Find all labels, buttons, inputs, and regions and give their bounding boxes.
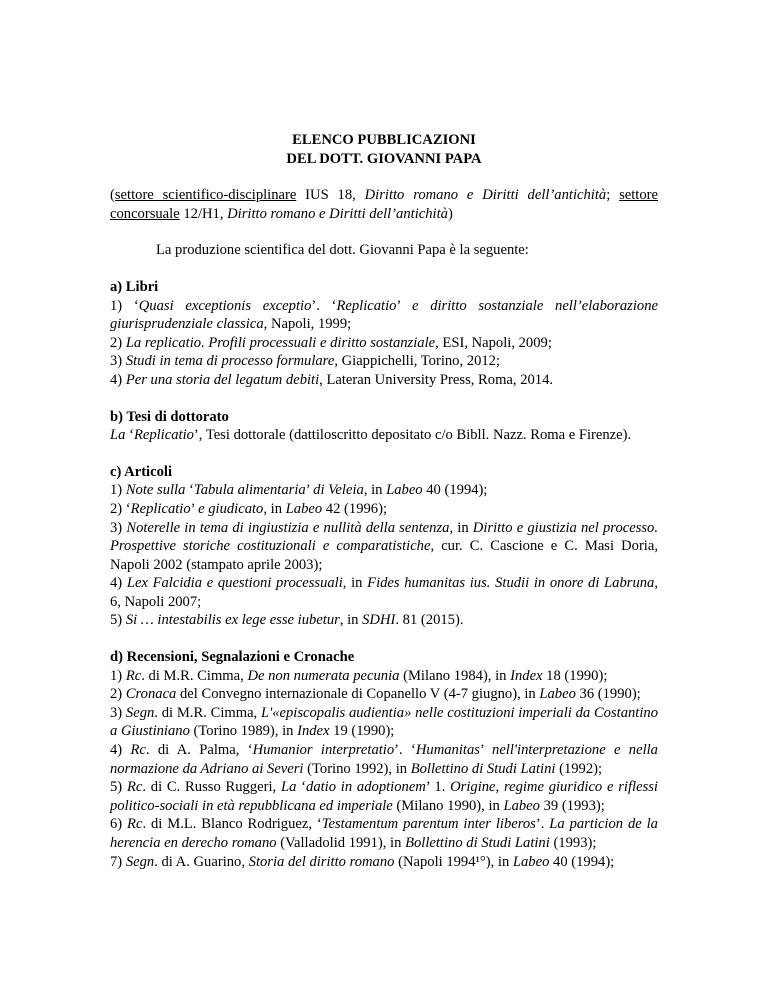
publication-list — [110, 131, 658, 871]
libri-item-3: 3) Studi in tema di processo formulare, Giappichelli, Torino, 2012; — [110, 353, 501, 370]
sector-note — [110, 186, 658, 223]
recensioni-item-4: 4) Rc. di A. Palma, ‘Humanior interpretatio’. ‘Humanitas’ nell'interpretazione e nella normazione da Adriano ai Severi (Torino 1992), in Bollettino di Studi Latini (1992); — [110, 742, 658, 777]
document-title-line2: DEL DOTT. GIOVANNI PAPA — [286, 150, 482, 167]
articoli-item-4: 4) Lex Falcidia e questioni processuali, in Fides humanitas ius. Studii in onore di Labruna, 6, Napoli 2007; — [110, 575, 658, 610]
ssd-code: IUS 18, — [296, 187, 365, 204]
section-heading-libri: a) Libri — [110, 278, 159, 295]
section-libri — [110, 278, 658, 390]
sector-sep: ; — [606, 187, 620, 204]
conc-code: 12/H1, — [179, 205, 228, 222]
recensioni-item-6: 6) Rc. di M.L. Blanco Rodriguez, ‘Testamentum parentum inter liberos’. La particion de la herencia en derecho romano (Valladolid 1991), in Bollettino di Studi Latini (1993); — [110, 816, 658, 851]
articoli-item-3: 3) Noterelle in tema di ingiustizia e nullità della sentenza, in Diritto e giustizia nel processo. Prospettive storiche costituzionali e comparatistiche, cur. C. Cascione e C. Masi Doria, Napoli 2002 (stampato aprile 2003); — [110, 519, 659, 573]
section-heading-tesi: b) Tesi di dottorato — [110, 408, 229, 425]
conc-label-a: settore — [619, 187, 658, 204]
section-articoli — [110, 463, 658, 630]
libri-item-4: 4) Per una storia del legatum debiti, Lateran University Press, Roma, 2014. — [110, 371, 554, 388]
articoli-item-5: 5) Si … intestabilis ex lege esse iubetur, in SDHI. 81 (2015). — [110, 612, 464, 629]
articoli-item-1: 1) Note sulla ‘Tabula alimentaria’ di Veleia, in Labeo 40 (1994); — [110, 482, 488, 499]
conc-label-b: concorsuale — [110, 205, 180, 222]
recensioni-item-7: 7) Segn. di A. Guarino, Storia del diritto romano (Napoli 1994¹°), in Labeo 40 (1994); — [110, 853, 615, 870]
intro-paragraph: La produzione scientifica del dott. Giovanni Papa è la seguente: — [156, 242, 529, 259]
ssd-name: Diritto romano e Diritti dell’antichità — [364, 187, 607, 204]
recensioni-item-2: 2) Cronaca del Convegno internazionale di Copanello V (4-7 giugno), in Labeo 36 (1990); — [110, 686, 641, 703]
paren-open: ( — [110, 187, 115, 204]
section-heading-articoli: c) Articoli — [110, 463, 172, 480]
document-title-line1: ELENCO PUBBLICAZIONI — [292, 132, 476, 148]
libri-item-2: 2) La replicatio. Profili processuali e diritto sostanziale, ESI, Napoli, 2009; — [110, 334, 552, 351]
ssd-label: settore scientifico-disciplinare — [114, 187, 297, 204]
conc-name: Diritto romano e Diritti dell’antichità — [227, 205, 448, 222]
articoli-item-2: 2) ‘Replicatio’ e giudicato, in Labeo 42 (1996); — [110, 500, 387, 517]
libri-item-1: 1) ‘Quasi exceptionis exceptio’. ‘Replicatio’ e diritto sostanziale nell’elaborazione giurisprudenziale classica, Napoli, 1999; — [110, 297, 658, 333]
recensioni-item-5: 5) Rc. di C. Russo Ruggeri, La ‘datio in adoptionem’ 1. Origine, regime giuridico e riflessi politico-sociali in età repubblicana ed imperiale (Milano 1990), in Labeo 39 (1993); — [110, 779, 658, 814]
paren-close: ) — [447, 205, 453, 222]
tesi-item: La ‘Replicatio’, Tesi dottorale (dattiloscritto depositato c/o Bibll. Nazz. Roma e Firenze). — [110, 427, 632, 444]
section-heading-recensioni: d) Recensioni, Segnalazioni e Cronache — [110, 649, 355, 666]
section-recensioni — [110, 648, 658, 871]
section-tesi — [110, 408, 658, 445]
recensioni-item-1: 1) Rc. di M.R. Cimma, De non numerata pecunia (Milano 1984), in Index 18 (1990); — [110, 667, 608, 684]
recensioni-item-3: 3) Segn. di M.R. Cimma, L'«episcopalis audientia» nelle costituzioni imperiali da Costantino a Giustiniano (Torino 1989), in Index 19 (1990); — [110, 704, 658, 740]
